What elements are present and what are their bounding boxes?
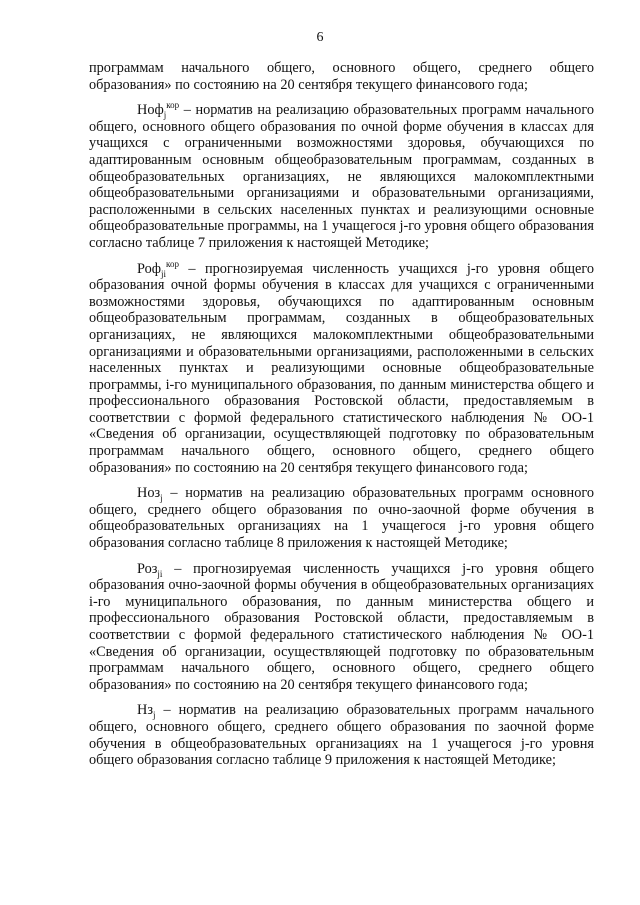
paragraph-noz: [89, 485, 594, 551]
document-body: [89, 60, 594, 778]
paragraph-text: – прогнозируемая численность учащихся j-го уровня общего образования очной формы обучения в классах для учащихся с ограниченными возможностями здоровья, обучающихся по адаптированным основным общеобразовательным программам, созданных в общеобразовательных организациях, не являющихся малокомплектными общеобразовательными организациями и образовательными организациями, расположенными в сельских населенных пунктах и реализующими основные общеобразовательные программы, i-го муниципального образования, по данным министерства общего и профессионального образования Ростовской области, предоставляемым в соответствии с формой федерального статистического наблюдения № ОО-1 «Сведения об организации, осуществляющей подготовку по образовательным программам начального общего, основного общего, среднего общего образования» по состоянию на 20 сентября текущего финансового года;: [89, 260, 594, 476]
paragraph-continuation: [89, 60, 594, 93]
paragraph-nz: [89, 702, 594, 768]
formula-symbol: Ноф$_j^{кор}$: [137, 100, 180, 121]
paragraph-text: – норматив на реализацию образовательных программ начального общего, основного общего образования по очной форме обучения в классах для учащихся с ограниченными возможностями здоровья, обучающихся по адаптированным основным общеобразовательным программам, созданных в общеобразовательных организациях, не являющихся малокомплектными общеобразовательными организациями и образовательными организациями, расположенными в сельских населенных пунктах и реализующими основные общеобразовательные программы, на 1 учащегося j-го уровня общего образования согласно таблице 7 приложения к настоящей Методике;: [89, 102, 594, 251]
paragraph-text: программам начального общего, основного общего, среднего общего образования» по состоянию на 20 сентября текущего финансового года;: [89, 60, 594, 93]
paragraph-text: – норматив на реализацию образовательных программ основного общего, среднего общего образования по очно-заочной форме обучения в общеобразовательных организациях на 1 учащегося j-го уровня общего образования согласно таблице 8 приложения к настоящей Методике;: [89, 485, 594, 552]
paragraph-text: – прогнозируемая численность учащихся j-го уровня общего образования очно-заочной формы обучения в общеобразовательных организациях i-го муниципального образования, по данным министерства общего и профессионального образования Ростовской области, предоставляемым в соответствии с формой федерального статистического наблюдения № ОО-1 «Сведения об организации, осуществляющей подготовку по образовательным программам начального общего, основного общего, среднего общего образования» по состоянию на 20 сентября текущего финансового года;: [89, 560, 594, 693]
paragraph-nof-kor: [89, 102, 594, 251]
paragraph-roz: [89, 561, 594, 694]
paragraph-rof-kor: [89, 258, 594, 477]
paragraph-text: – норматив на реализацию образовательных программ начального общего, основного общего, среднего общего образования по заочной форме обучения в общеобразовательных организациях на 1 учащегося j-го уровня общего образования согласно таблице 9 приложения к настоящей Методике;: [89, 702, 594, 769]
formula-symbol: Роз$_{ji}$: [137, 560, 163, 579]
formula-symbol: $Нз_j$: [137, 702, 156, 721]
formula-symbol: Роф$_{ji}^{кор}$: [137, 258, 179, 279]
page-number: 6: [316, 30, 324, 45]
formula-symbol: Ноз$_j$: [137, 485, 163, 504]
